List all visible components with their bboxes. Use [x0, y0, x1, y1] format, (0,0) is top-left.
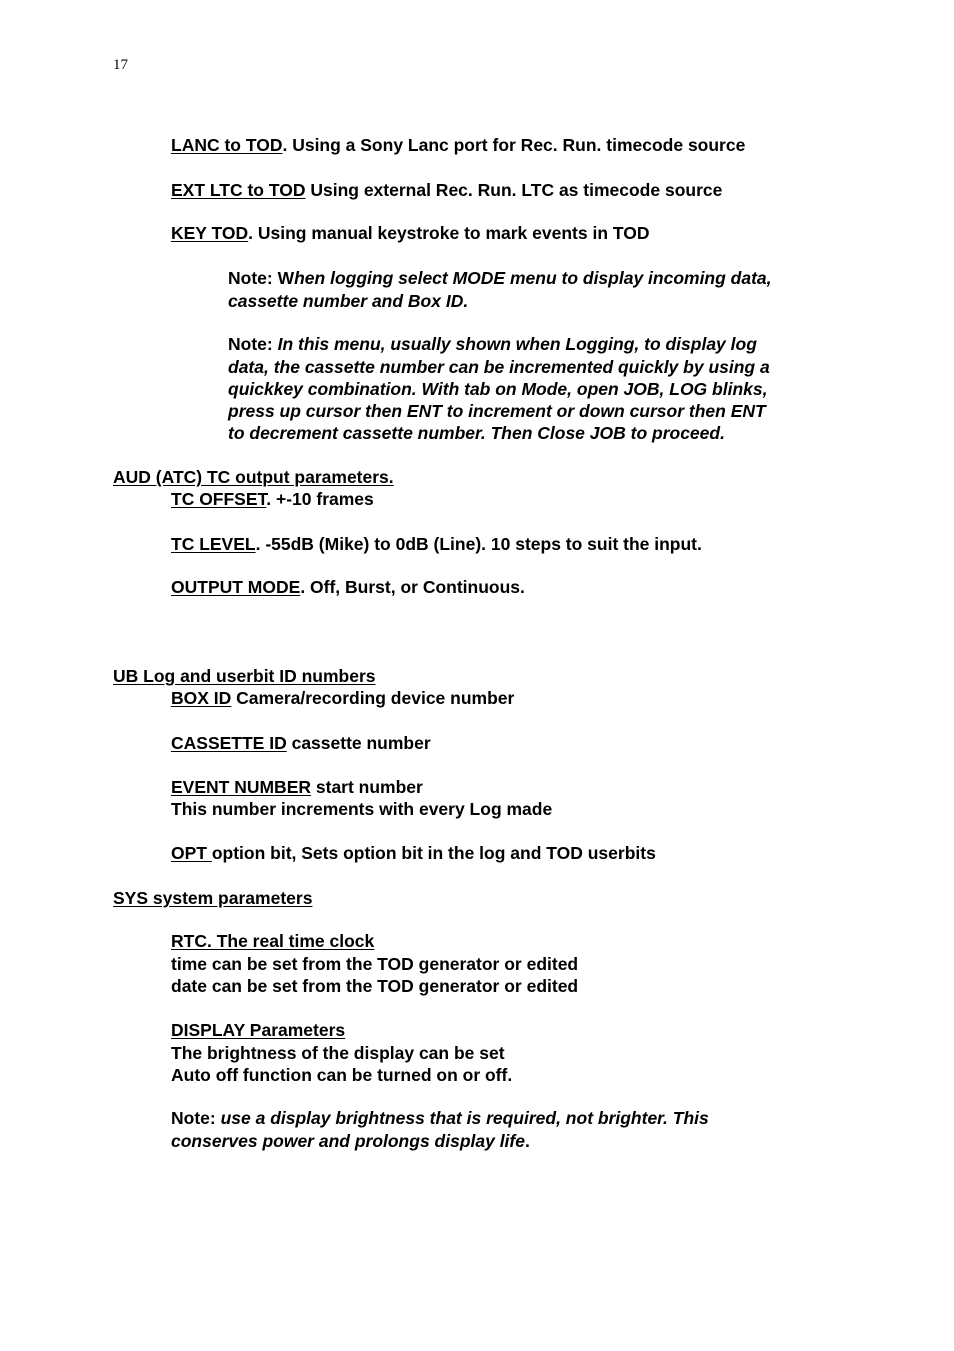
tc-offset-desc: . +-10 frames	[266, 489, 374, 509]
sys-note-text-1: use a display brightness that is required, not brighter. This	[220, 1108, 709, 1128]
display-term: DISPLAY Parameters	[171, 1020, 346, 1040]
box-id-desc: Camera/recording device number	[231, 688, 515, 708]
sys-note-line-2	[171, 1130, 530, 1152]
cassette-id-desc: cassette number	[286, 733, 431, 753]
sys-note-text-2: conserves power and prolongs display life	[171, 1131, 525, 1151]
tc-offset-line	[171, 488, 374, 510]
display-line-2: Auto off function can be turned on or off.	[171, 1065, 513, 1085]
rtc-line-1: time can be set from the TOD generator or edited	[171, 954, 579, 974]
output-mode-desc: . Off, Burst, or Continuous.	[300, 577, 525, 597]
lanc-desc: . Using a Sony Lanc port for Rec. Run. timecode source	[282, 135, 746, 155]
note2-label: Note:	[228, 334, 278, 354]
sys-note-line-1	[171, 1107, 709, 1129]
box-id-line	[171, 687, 514, 709]
sys-note-end: .	[524, 1131, 530, 1151]
tc-level-term: TC LEVEL	[171, 534, 256, 554]
note1-line-2: cassette number and Box ID.	[228, 291, 469, 311]
note2-line-5: to decrement cassette number. Then Close JOB to proceed.	[228, 423, 725, 443]
opt-desc: option bit, Sets option bit in the log and TOD userbits	[211, 843, 656, 863]
lanc-to-tod-line	[171, 134, 745, 156]
lanc-term: LANC to TOD	[171, 135, 283, 155]
ub-heading: UB Log and userbit ID numbers	[113, 666, 376, 686]
event-number-desc: start number	[311, 777, 423, 797]
event-number-line	[171, 776, 423, 798]
box-id-term: BOX ID	[171, 688, 232, 708]
aud-heading: AUD (ATC) TC output parameters.	[113, 467, 394, 487]
key-tod-line	[171, 222, 650, 244]
event-number-term: EVENT NUMBER	[171, 777, 312, 797]
rtc-term: RTC. The real time clock	[171, 931, 375, 951]
event-number-extra: This number increments with every Log made	[171, 799, 553, 819]
display-line-1: The brightness of the display can be set	[171, 1043, 505, 1063]
note2-line-2: data, the cassette number can be incremented quickly by using a	[228, 357, 770, 377]
cassette-id-line	[171, 732, 431, 754]
sys-heading: SYS system parameters	[113, 888, 313, 908]
ext-ltc-line	[171, 179, 722, 201]
cassette-id-term: CASSETTE ID	[171, 733, 287, 753]
note2-line-3: quickkey combination. With tab on Mode, open JOB, LOG blinks,	[228, 379, 768, 399]
tc-level-desc: . -55dB (Mike) to 0dB (Line). 10 steps to suit the input.	[255, 534, 702, 554]
page-number: 17	[113, 57, 128, 73]
opt-line	[171, 842, 656, 864]
key-tod-desc: . Using manual keystroke to mark events in TOD	[248, 223, 650, 243]
note2-text-1: In this menu, usually shown when Logging, to display log	[277, 334, 757, 354]
note2-line-1	[228, 333, 757, 355]
output-mode-term: OUTPUT MODE	[171, 577, 301, 597]
tc-offset-term: TC OFFSET	[171, 489, 267, 509]
opt-term: OPT	[171, 843, 212, 863]
ext-ltc-desc: Using external Rec. Run. LTC as timecode source	[305, 180, 723, 200]
note2-line-4: press up cursor then ENT to increment or down cursor then ENT	[228, 401, 766, 421]
key-tod-term: KEY TOD	[171, 223, 249, 243]
ext-ltc-term: EXT LTC to TOD	[171, 180, 306, 200]
note1-line-1	[228, 267, 772, 289]
tc-level-line	[171, 533, 702, 555]
sys-note-label: Note:	[171, 1108, 221, 1128]
output-mode-line	[171, 576, 525, 598]
note1-label: Note: W	[228, 268, 295, 288]
note1-text-1: hen logging select MODE menu to display incoming data,	[294, 268, 772, 288]
rtc-line-2: date can be set from the TOD generator or edited	[171, 976, 579, 996]
